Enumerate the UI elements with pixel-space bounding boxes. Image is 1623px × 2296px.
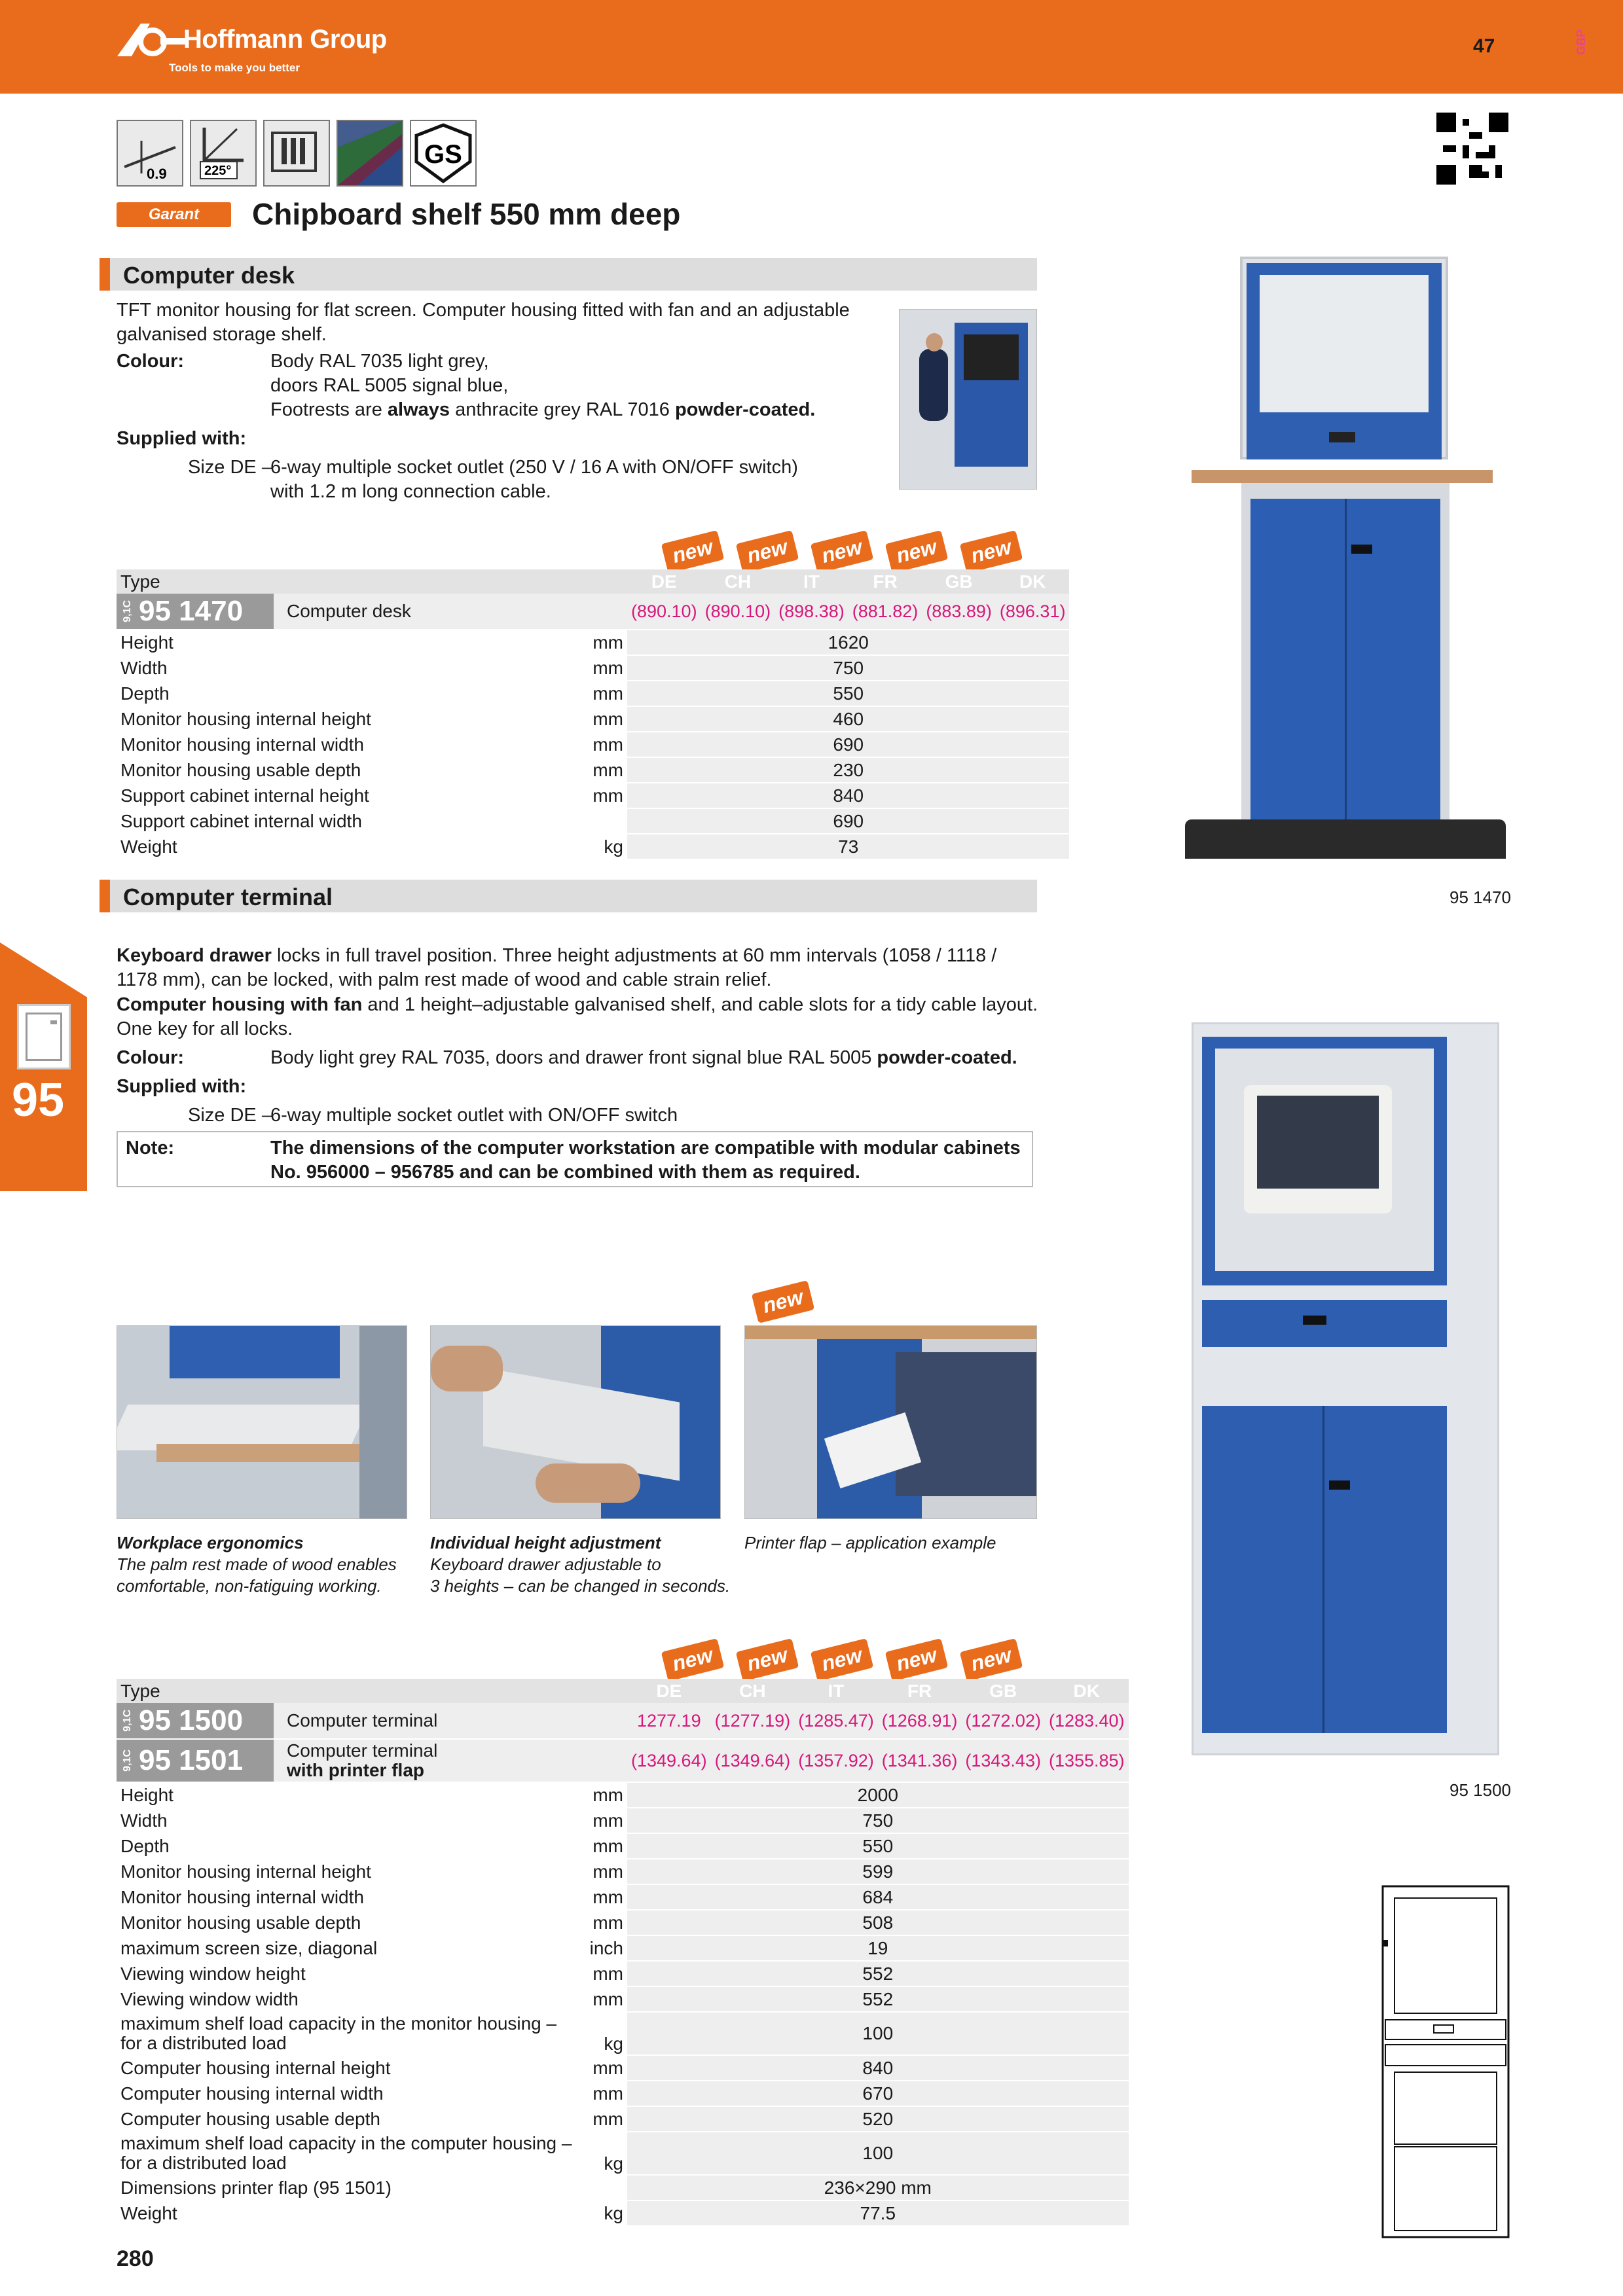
price-dk: (896.31) [996,594,1070,630]
brand-tagline: Tools to make you better [169,62,300,74]
spec-label: Width [117,1808,575,1833]
spec-unit: mm [575,1782,627,1808]
spec-row [117,2132,1129,2175]
price-it: (1285.47) [794,1703,878,1739]
spec-unit: mm [575,1808,627,1833]
desk-supplied-line2: with 1.2 m long connection cable. [270,481,551,502]
spec-row [117,1910,1129,1935]
article-name: Computer desk [274,594,627,629]
new-badge: new [885,530,949,573]
new-badge: new [736,1638,799,1681]
price-de: (1349.64) [627,1739,711,1782]
terminal-supplied-label: Supplied with: [117,1076,247,1097]
terminal-spec-table [117,1679,1129,2227]
spec-row [117,2200,1129,2226]
spec-row [117,1961,1129,1986]
spec-value: 670 [627,2081,1129,2106]
spec-label: Monitor housing usable depth [117,757,497,783]
terminal-keyboard-text: Keyboard drawer locks in full travel position. Three height adjustments at 60 mm intervals (1058 / 1118 / [117,945,997,966]
desk-supplied-line1: 6-way multiple socket outlet (250 V / 16 A with ON/OFF switch) [270,457,798,478]
hoffmann-logo-icon [115,20,187,60]
spec-label: Height [117,630,497,655]
drawer-organizer-icon [263,120,330,187]
spec-label: Monitor housing internal width [117,1884,575,1910]
spec-unit [497,808,627,834]
spec-unit: mm [575,2106,627,2132]
spec-unit: mm [575,2081,627,2106]
spec-value: 840 [627,2055,1129,2081]
spec-unit: mm [497,706,627,732]
note-label: Note: [126,1138,175,1158]
colour-swatches-icon [337,120,403,187]
spec-label: Support cabinet internal width [117,808,497,834]
type-label: Type [117,569,627,594]
desk-usage-photo [899,309,1037,490]
spec-unit: kg [575,2200,627,2226]
qr-code-icon[interactable] [1436,113,1508,185]
spec-unit: mm [497,681,627,706]
desk-supplied-label: Supplied with: [117,428,247,449]
spec-unit: mm [575,1833,627,1859]
spec-label: Monitor housing usable depth [117,1910,575,1935]
desk-supplied-size: Size DE – [188,457,272,478]
garant-badge: Garant [117,202,231,227]
type-label: Type [117,1679,627,1703]
spec-value: 19 [627,1935,1129,1961]
price-it: (1357.92) [794,1739,878,1782]
new-badge: new [811,1638,874,1681]
country-ch: CH [701,569,775,594]
spec-row [117,1935,1129,1961]
spec-label: Width [117,655,497,681]
country-ch: CH [711,1679,795,1703]
svg-text:225°: 225° [204,164,232,178]
spec-value: 684 [627,1884,1129,1910]
country-dk: DK [1045,1679,1129,1703]
cabinet-icon [17,1004,71,1069]
computer-terminal-image [1192,1022,1499,1755]
country-de: DE [627,1679,711,1703]
spec-label: Depth [117,1833,575,1859]
spec-value: 840 [627,783,1069,808]
spec-unit: mm [497,783,627,808]
spec-row [117,1833,1129,1859]
spec-row [117,1986,1129,2012]
terminal-housing-text2: One key for all locks. [117,1018,293,1039]
country-it: IT [794,1679,878,1703]
price-ch: (890.10) [701,594,775,630]
section-title: Computer terminal [123,884,333,910]
spec-row [117,2106,1129,2132]
terminal-housing-text: Computer housing with fan and 1 height–adjustable galvanised shelf, and cable slots for a tidy cable layout. [117,994,1038,1015]
new-badge: new [960,1638,1023,1681]
price-dk: (1355.85) [1045,1739,1129,1782]
spec-unit: mm [497,757,627,783]
spec-label: Monitor housing internal height [117,706,497,732]
spec-row [117,1884,1129,1910]
caption-title: Individual height adjustment [430,1533,661,1552]
spec-label: Computer housing internal height [117,2055,575,2081]
spec-unit: mm [575,1986,627,2012]
spec-label: Depth [117,681,497,706]
terminal-supplied-text: 6-way multiple socket outlet with ON/OFF switch [270,1105,678,1126]
article-number[interactable]: 9,1C 95 1470 [117,594,274,629]
price-ch: (1277.19) [711,1703,795,1739]
spec-label: Height [117,1782,575,1808]
printer-flap-photo [744,1325,1037,1519]
desk-product-label: 95 1470 [1450,888,1511,907]
price-ch: (1349.64) [711,1739,795,1782]
spec-row [117,2081,1129,2106]
caption-line: The palm rest made of wood enables [117,1554,397,1574]
spec-value: 230 [627,757,1069,783]
desk-colour-line2: doors RAL 5005 signal blue, [270,375,509,396]
spec-value: 100 [627,2132,1129,2175]
desk-colour-line1: Body RAL 7035 light grey, [270,351,489,372]
country-gb: GB [922,569,996,594]
spec-label: Weight [117,2200,575,2226]
spec-unit: mm [575,1910,627,1935]
new-badge: new [661,530,725,573]
new-badge: new [885,1638,949,1681]
spec-unit: kg [575,2012,627,2055]
spec-label: Computer housing internal width [117,2081,575,2106]
spec-value: 520 [627,2106,1129,2132]
spec-label: Monitor housing internal width [117,732,497,757]
spec-row [117,732,1069,757]
country-dk: DK [996,569,1070,594]
chapter-number: 95 [12,1074,65,1126]
price-gb: (1343.43) [961,1739,1045,1782]
spec-row [117,2012,1129,2055]
spec-unit: kg [575,2132,627,2175]
spec-label: Computer housing usable depth [117,2106,575,2132]
country-gb: GB [961,1679,1045,1703]
spec-value: 690 [627,732,1069,757]
spec-value: 236×290 mm [627,2175,1129,2200]
section-title: Computer desk [123,262,295,289]
gs-certified-icon [410,120,477,187]
spec-value: 100 [627,2012,1129,2055]
caption-line: comfortable, non-fatiguing working. [117,1576,382,1596]
spec-value: 1620 [627,630,1069,655]
spec-unit: mm [575,1884,627,1910]
caption-line: Printer flap – application example [744,1533,996,1552]
spec-label: maximum screen size, diagonal [117,1935,575,1961]
spec-label: Viewing window width [117,1986,575,2012]
desk-colour-line3: Footrests are always anthracite grey RAL 7016 powder-coated. [270,399,816,420]
spec-row [117,808,1069,834]
price-fr: (1268.91) [878,1703,962,1739]
price-gb: (883.89) [922,594,996,630]
brand-name: Hoffmann Group [183,25,387,54]
price-gb: (1272.02) [961,1703,1045,1739]
price-de: (890.10) [627,594,701,630]
spec-value: 599 [627,1859,1129,1884]
spec-label: Weight [117,834,497,859]
spec-unit: mm [575,1961,627,1986]
spec-value: 2000 [627,1782,1129,1808]
new-badge: new [736,530,799,573]
new-badge: new [960,530,1023,573]
spec-row [117,2175,1129,2200]
spec-unit: mm [575,1859,627,1884]
spec-value: 77.5 [627,2200,1129,2226]
spec-label: Monitor housing internal height [117,1859,575,1884]
ergonomics-photo [117,1325,407,1519]
spec-row [117,655,1069,681]
spec-unit [575,2175,627,2200]
price-fr: (881.82) [848,594,922,630]
price-fr: (1341.36) [878,1739,962,1782]
article-name: Computer terminal with printer flap [274,1740,627,1782]
spec-unit: mm [497,630,627,655]
terminal-keyboard-text2: 1178 mm), can be locked, with palm rest made of wood and cable strain relief. [117,969,772,990]
country-de: DE [627,569,701,594]
spec-value: 552 [627,1961,1129,1986]
caption-line: 3 heights – can be changed in seconds. [430,1576,731,1596]
price-it: (898.38) [775,594,848,630]
spec-value: 460 [627,706,1069,732]
price-de: 1277.19 [627,1703,711,1739]
spec-value: 750 [627,655,1069,681]
spec-label: maximum shelf load capacity in the monitor housing – for a distributed load [117,2012,575,2055]
spec-value: 750 [627,1808,1129,1833]
page-title: Chipboard shelf 550 mm deep [252,197,681,231]
article-name: Computer terminal [274,1703,627,1738]
section-header-terminal [100,880,1037,912]
caption-title: Workplace ergonomics [117,1533,304,1552]
country-fr: FR [848,569,922,594]
language-code: GBP [1575,29,1588,55]
price-dk: (1283.40) [1045,1703,1129,1739]
spec-unit: mm [575,2055,627,2081]
spec-unit: kg [497,834,627,859]
spec-unit: mm [497,732,627,757]
spec-row [117,1808,1129,1833]
sheet-thickness-icon [117,120,183,187]
spec-value: 550 [627,1833,1129,1859]
desk-intro: TFT monitor housing for flat screen. Computer housing fitted with fan and an adjustable galvanised storage shelf. [117,300,850,345]
terminal-product-label: 95 1500 [1450,1780,1511,1800]
note-line1: The dimensions of the computer workstation are compatible with modular cabinets [270,1138,1021,1158]
terminal-colour-text: Body light grey RAL 7035, doors and drawer front signal blue RAL 5005 powder-coated. [270,1047,1017,1068]
spec-value: 552 [627,1986,1129,2012]
spec-row [117,630,1069,655]
spec-row [117,1859,1129,1884]
spec-label: Support cabinet internal height [117,783,497,808]
spec-unit: mm [497,655,627,681]
spec-row [117,834,1069,859]
terminal-supplied-size: Size DE – [188,1105,272,1126]
cabinet-schematic-drawing [1381,1885,1510,2238]
spec-value: 550 [627,681,1069,706]
spec-value: 690 [627,808,1069,834]
spec-unit: inch [575,1935,627,1961]
new-badge: new [752,1280,815,1323]
spec-row [117,706,1069,732]
spec-label: maximum shelf load capacity in the computer housing – for a distributed load [117,2132,575,2175]
spec-row [117,783,1069,808]
note-line2: No. 956000 – 956785 and can be combined with them as required. [270,1162,860,1183]
spec-row [117,757,1069,783]
catalog-page-number: 47 [1473,35,1495,57]
article-number[interactable]: 9,1C 95 1500 [117,1703,274,1738]
desk-spec-table [117,569,1069,860]
desk-colour-label: Colour: [117,351,185,372]
terminal-colour-label: Colour: [117,1047,185,1068]
new-badge: new [811,530,874,573]
section-header-desk [100,258,1037,291]
caption-line: Keyboard drawer adjustable to [430,1554,661,1574]
spec-value: 508 [627,1910,1129,1935]
computer-desk-image [1178,257,1512,865]
svg-text:0.9: 0.9 [147,166,167,182]
spec-label: Dimensions printer flap (95 1501) [117,2175,575,2200]
spec-row [117,681,1069,706]
country-it: IT [775,569,848,594]
svg-text:GS: GS [424,140,462,169]
new-badge: new [661,1638,725,1681]
page-number: 280 [117,2246,154,2271]
door-angle-icon [190,120,257,187]
spec-row [117,2055,1129,2081]
country-fr: FR [878,1679,962,1703]
article-number[interactable]: 9,1C 95 1501 [117,1740,274,1782]
spec-row [117,1782,1129,1808]
height-adjust-photo [430,1325,721,1519]
spec-label: Viewing window height [117,1961,575,1986]
spec-value: 73 [627,834,1069,859]
